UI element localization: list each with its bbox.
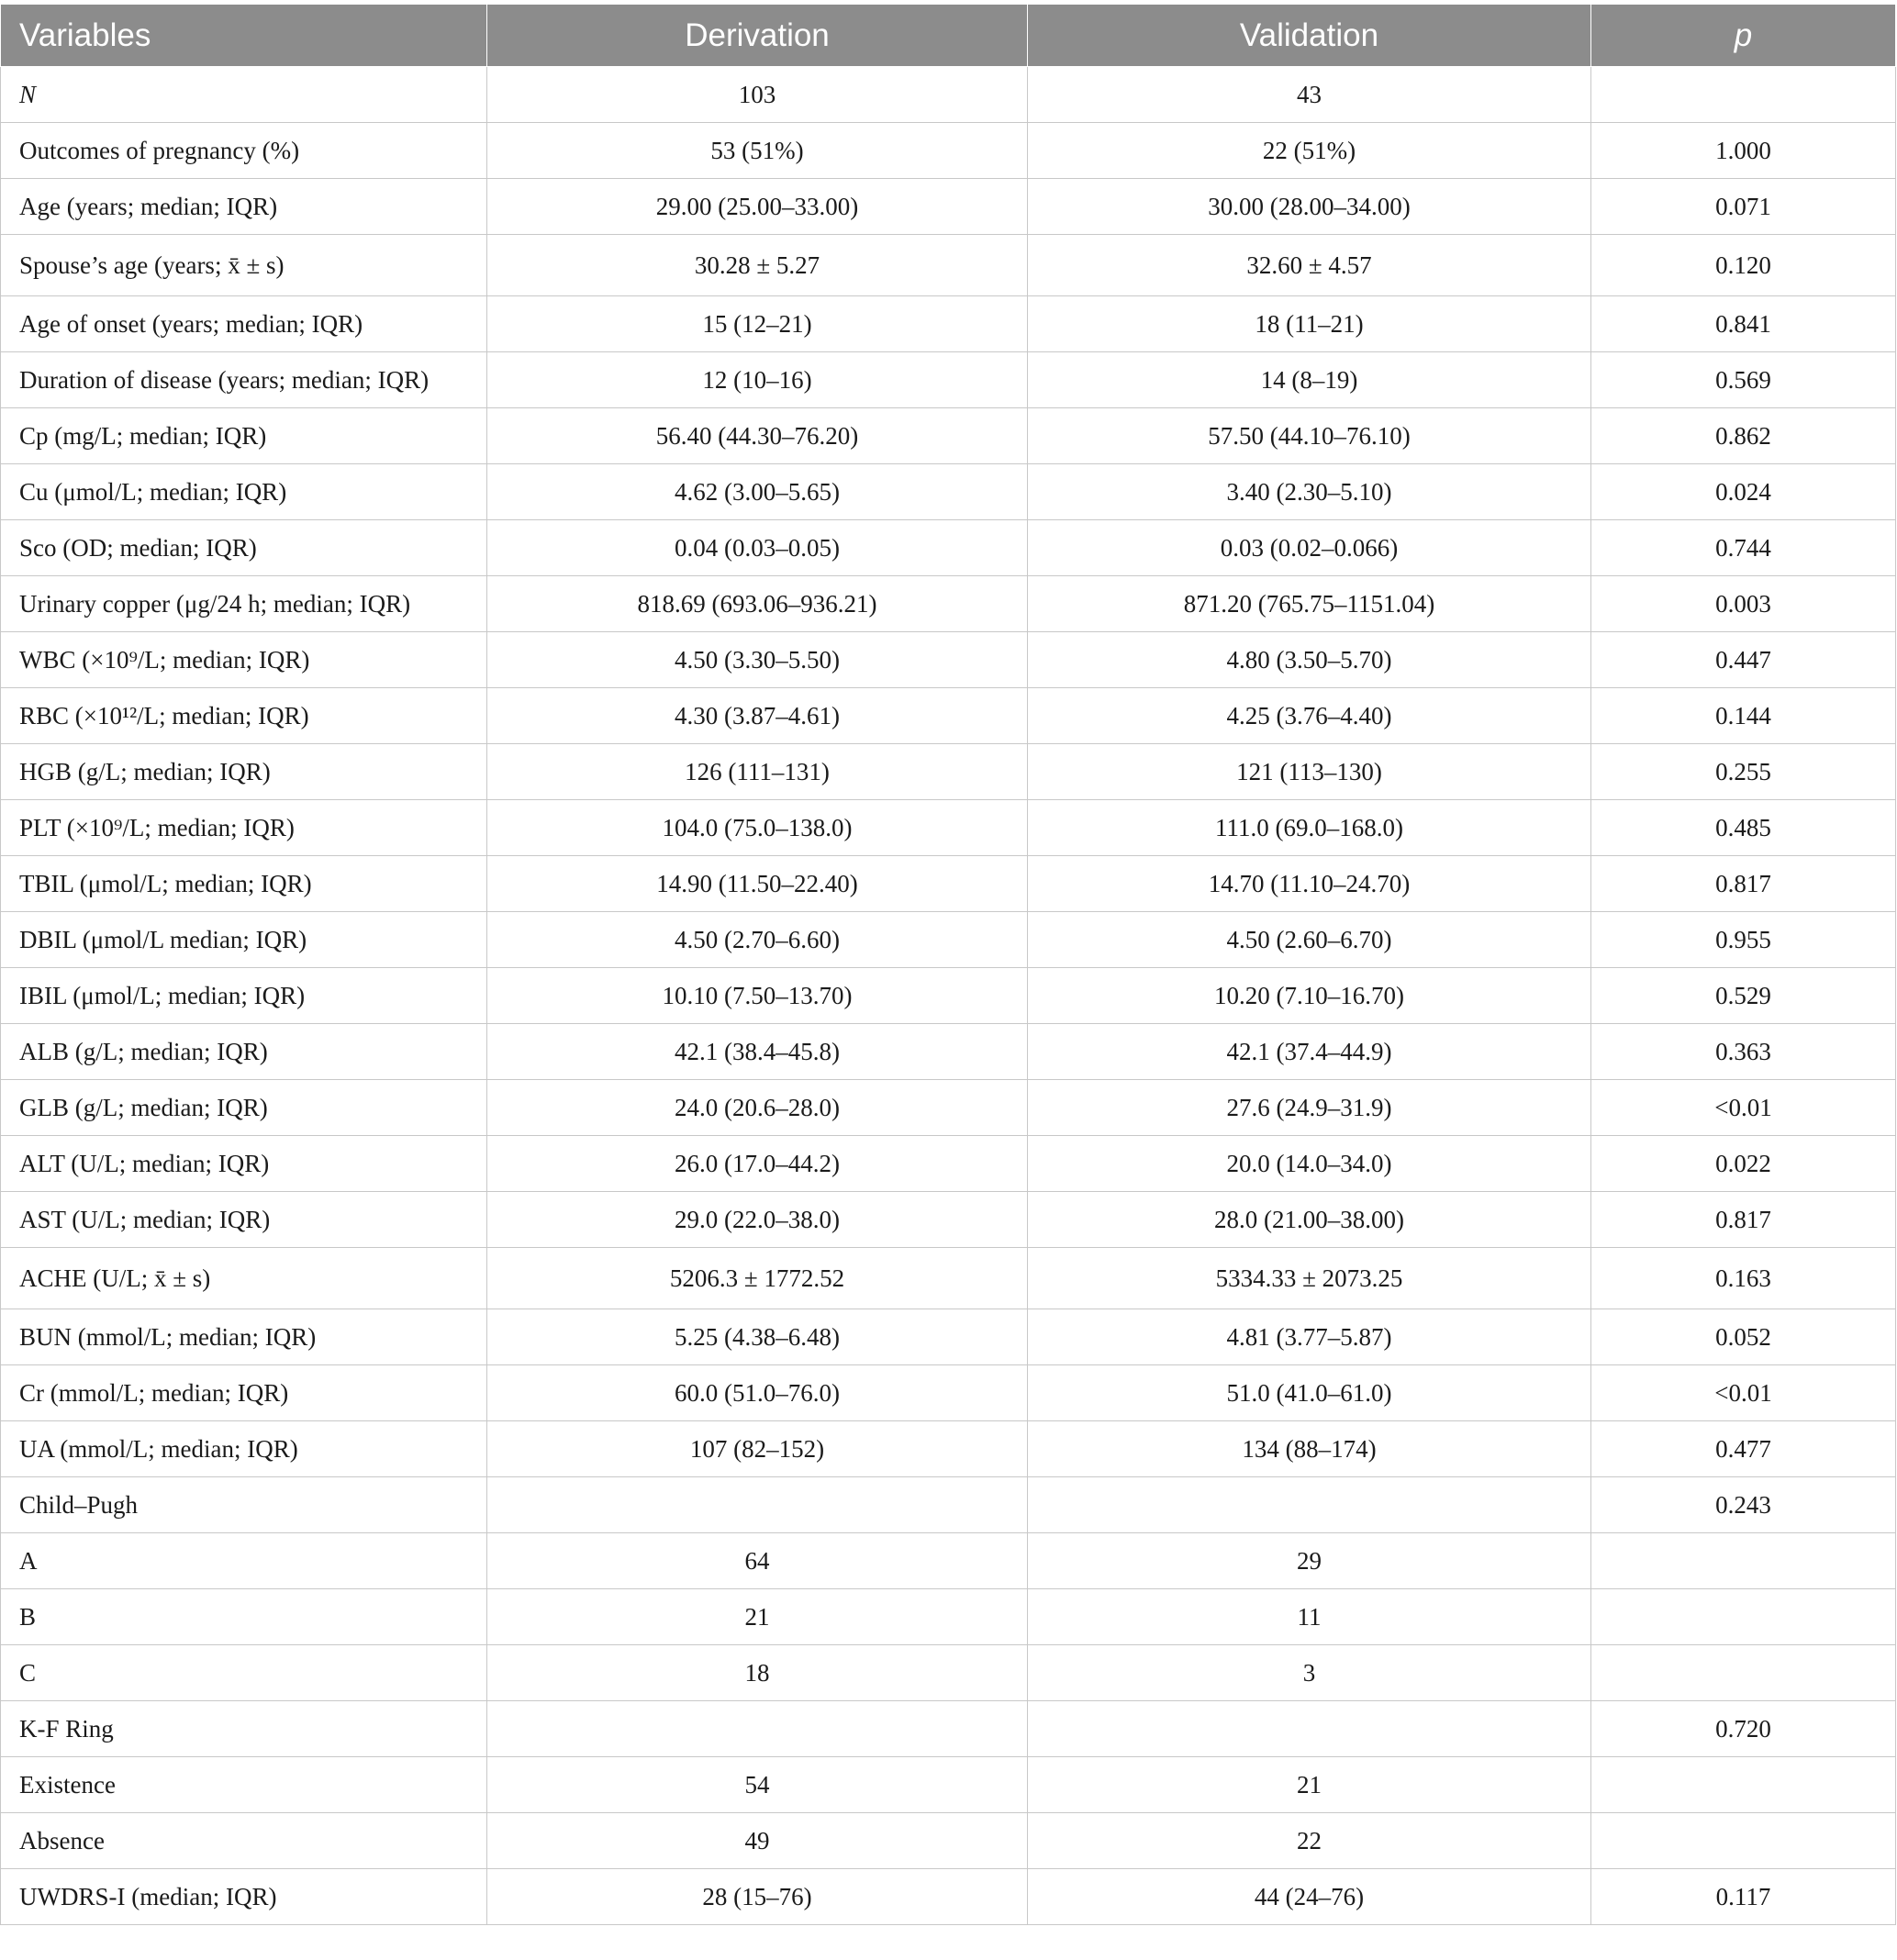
table-body [1, 67, 1896, 1925]
validation-cell: 57.50 (44.10–76.10) [1028, 408, 1591, 464]
validation-cell: 4.50 (2.60–6.70) [1028, 912, 1591, 968]
validation-cell: 20.0 (14.0–34.0) [1028, 1136, 1591, 1192]
table-row [1, 235, 1896, 296]
derivation-cell: 107 (82–152) [487, 1421, 1028, 1477]
validation-cell: 21 [1028, 1757, 1591, 1813]
header-derivation: Derivation [487, 5, 1028, 67]
variable-cell: Child–Pugh [1, 1477, 487, 1533]
p-value-cell: 0.163 [1591, 1248, 1896, 1309]
validation-cell: 14 (8–19) [1028, 352, 1591, 408]
derivation-cell: 5.25 (4.38–6.48) [487, 1309, 1028, 1365]
table-row [1, 1477, 1896, 1533]
derivation-cell: 0.04 (0.03–0.05) [487, 520, 1028, 576]
validation-cell [1028, 1701, 1591, 1757]
variable-cell: Age (years; median; IQR) [1, 179, 487, 235]
variable-cell: ACHE (U/L; x̄ ± s) [1, 1248, 487, 1309]
p-value-cell: 0.485 [1591, 800, 1896, 856]
derivation-cell [487, 1477, 1028, 1533]
validation-cell: 22 [1028, 1813, 1591, 1869]
p-value-cell [1591, 1757, 1896, 1813]
p-value-cell: 0.720 [1591, 1701, 1896, 1757]
p-value-cell [1591, 67, 1896, 123]
validation-cell: 4.80 (3.50–5.70) [1028, 632, 1591, 688]
p-value-cell: 0.841 [1591, 296, 1896, 352]
p-value-cell: 0.817 [1591, 856, 1896, 912]
derivation-cell: 28 (15–76) [487, 1869, 1028, 1925]
variable-cell: B [1, 1589, 487, 1645]
p-value-cell: 0.144 [1591, 688, 1896, 744]
table-row [1, 968, 1896, 1024]
p-value-cell: 0.003 [1591, 576, 1896, 632]
derivation-cell: 42.1 (38.4–45.8) [487, 1024, 1028, 1080]
derivation-cell: 10.10 (7.50–13.70) [487, 968, 1028, 1024]
variable-cell: Duration of disease (years; median; IQR) [1, 352, 487, 408]
p-value-cell: 0.022 [1591, 1136, 1896, 1192]
p-value-cell: 0.071 [1591, 179, 1896, 235]
derivation-cell: 5206.3 ± 1772.52 [487, 1248, 1028, 1309]
p-value-cell: <0.01 [1591, 1080, 1896, 1136]
table-row [1, 632, 1896, 688]
p-value-cell [1591, 1589, 1896, 1645]
validation-cell: 871.20 (765.75–1151.04) [1028, 576, 1591, 632]
table-row [1, 688, 1896, 744]
variable-cell: A [1, 1533, 487, 1589]
variable-cell: Outcomes of pregnancy (%) [1, 123, 487, 179]
table-row [1, 1701, 1896, 1757]
table-row [1, 1869, 1896, 1925]
derivation-cell: 103 [487, 67, 1028, 123]
table-row [1, 464, 1896, 520]
variable-cell: Urinary copper (μg/24 h; median; IQR) [1, 576, 487, 632]
table-row [1, 408, 1896, 464]
table-row [1, 1533, 1896, 1589]
p-value-cell: <0.01 [1591, 1365, 1896, 1421]
data-table [0, 4, 1896, 1925]
table-row [1, 912, 1896, 968]
derivation-cell: 126 (111–131) [487, 744, 1028, 800]
derivation-cell: 29.0 (22.0–38.0) [487, 1192, 1028, 1248]
validation-cell: 121 (113–130) [1028, 744, 1591, 800]
derivation-cell: 26.0 (17.0–44.2) [487, 1136, 1028, 1192]
p-value-cell: 0.024 [1591, 464, 1896, 520]
p-value-cell: 0.569 [1591, 352, 1896, 408]
variable-cell: DBIL (μmol/L median; IQR) [1, 912, 487, 968]
variable-cell: IBIL (μmol/L; median; IQR) [1, 968, 487, 1024]
validation-cell: 0.03 (0.02–0.066) [1028, 520, 1591, 576]
derivation-cell [487, 1701, 1028, 1757]
p-value-cell: 0.447 [1591, 632, 1896, 688]
p-value-cell: 0.120 [1591, 235, 1896, 296]
p-value-cell: 0.529 [1591, 968, 1896, 1024]
table-row [1, 1080, 1896, 1136]
p-value-cell: 0.052 [1591, 1309, 1896, 1365]
validation-cell: 3.40 (2.30–5.10) [1028, 464, 1591, 520]
variable-cell: UA (mmol/L; median; IQR) [1, 1421, 487, 1477]
variable-cell: GLB (g/L; median; IQR) [1, 1080, 487, 1136]
p-value-cell: 0.243 [1591, 1477, 1896, 1533]
variable-cell: Existence [1, 1757, 487, 1813]
p-value-cell: 0.255 [1591, 744, 1896, 800]
p-value-cell: 0.477 [1591, 1421, 1896, 1477]
p-value-cell [1591, 1813, 1896, 1869]
variable-cell: Cr (mmol/L; median; IQR) [1, 1365, 487, 1421]
validation-cell: 4.81 (3.77–5.87) [1028, 1309, 1591, 1365]
derivation-cell: 30.28 ± 5.27 [487, 235, 1028, 296]
p-value-cell: 0.817 [1591, 1192, 1896, 1248]
table-row [1, 1192, 1896, 1248]
validation-cell: 42.1 (37.4–44.9) [1028, 1024, 1591, 1080]
table-row [1, 296, 1896, 352]
variable-cell: Age of onset (years; median; IQR) [1, 296, 487, 352]
variable-cell: Spouse’s age (years; x̄ ± s) [1, 235, 487, 296]
derivation-cell: 4.30 (3.87–4.61) [487, 688, 1028, 744]
variable-cell: RBC (×10¹²/L; median; IQR) [1, 688, 487, 744]
validation-cell: 28.0 (21.00–38.00) [1028, 1192, 1591, 1248]
p-value-cell [1591, 1645, 1896, 1701]
validation-cell: 18 (11–21) [1028, 296, 1591, 352]
table-row [1, 1248, 1896, 1309]
derivation-cell: 15 (12–21) [487, 296, 1028, 352]
variable-cell: C [1, 1645, 487, 1701]
variable-cell: Cp (mg/L; median; IQR) [1, 408, 487, 464]
derivation-cell: 29.00 (25.00–33.00) [487, 179, 1028, 235]
validation-cell: 5334.33 ± 2073.25 [1028, 1248, 1591, 1309]
derivation-cell: 64 [487, 1533, 1028, 1589]
validation-cell: 44 (24–76) [1028, 1869, 1591, 1925]
validation-cell [1028, 1477, 1591, 1533]
p-value-cell: 1.000 [1591, 123, 1896, 179]
variable-cell: UWDRS-I (median; IQR) [1, 1869, 487, 1925]
validation-cell: 134 (88–174) [1028, 1421, 1591, 1477]
table-row [1, 1589, 1896, 1645]
derivation-cell: 14.90 (11.50–22.40) [487, 856, 1028, 912]
derivation-cell: 104.0 (75.0–138.0) [487, 800, 1028, 856]
validation-cell: 29 [1028, 1533, 1591, 1589]
validation-cell: 22 (51%) [1028, 123, 1591, 179]
table-row [1, 1136, 1896, 1192]
table-row [1, 352, 1896, 408]
derivation-cell: 18 [487, 1645, 1028, 1701]
table-row [1, 520, 1896, 576]
p-value-cell: 0.955 [1591, 912, 1896, 968]
table-row [1, 744, 1896, 800]
validation-cell: 27.6 (24.9–31.9) [1028, 1080, 1591, 1136]
derivation-cell: 60.0 (51.0–76.0) [487, 1365, 1028, 1421]
table-row [1, 1024, 1896, 1080]
derivation-cell: 56.40 (44.30–76.20) [487, 408, 1028, 464]
p-value-cell: 0.862 [1591, 408, 1896, 464]
validation-cell: 11 [1028, 1589, 1591, 1645]
validation-cell: 51.0 (41.0–61.0) [1028, 1365, 1591, 1421]
variable-cell: BUN (mmol/L; median; IQR) [1, 1309, 487, 1365]
table-header-row [1, 5, 1896, 67]
p-value-cell: 0.117 [1591, 1869, 1896, 1925]
variable-cell: Sco (OD; median; IQR) [1, 520, 487, 576]
table-row [1, 576, 1896, 632]
derivation-cell: 4.50 (3.30–5.50) [487, 632, 1028, 688]
derivation-cell: 54 [487, 1757, 1028, 1813]
validation-cell: 3 [1028, 1645, 1591, 1701]
table-row [1, 67, 1896, 123]
variable-cell: PLT (×10⁹/L; median; IQR) [1, 800, 487, 856]
derivation-cell: 24.0 (20.6–28.0) [487, 1080, 1028, 1136]
variable-cell: ALT (U/L; median; IQR) [1, 1136, 487, 1192]
header-validation: Validation [1028, 5, 1591, 67]
variable-cell: HGB (g/L; median; IQR) [1, 744, 487, 800]
p-value-cell: 0.363 [1591, 1024, 1896, 1080]
table-row [1, 1813, 1896, 1869]
validation-cell: 111.0 (69.0–168.0) [1028, 800, 1591, 856]
derivation-cell: 21 [487, 1589, 1028, 1645]
variable-cell: N [1, 67, 487, 123]
header-p-value: p [1591, 5, 1896, 67]
validation-cell: 32.60 ± 4.57 [1028, 235, 1591, 296]
derivation-cell: 12 (10–16) [487, 352, 1028, 408]
table-row [1, 1365, 1896, 1421]
validation-cell: 4.25 (3.76–4.40) [1028, 688, 1591, 744]
validation-cell: 10.20 (7.10–16.70) [1028, 968, 1591, 1024]
variable-cell: ALB (g/L; median; IQR) [1, 1024, 487, 1080]
variable-cell: AST (U/L; median; IQR) [1, 1192, 487, 1248]
table-row [1, 1757, 1896, 1813]
derivation-cell: 818.69 (693.06–936.21) [487, 576, 1028, 632]
table-row [1, 800, 1896, 856]
table-row [1, 1645, 1896, 1701]
variable-cell: WBC (×10⁹/L; median; IQR) [1, 632, 487, 688]
validation-cell: 43 [1028, 67, 1591, 123]
header-variables: Variables [1, 5, 487, 67]
table-row [1, 1309, 1896, 1365]
validation-cell: 14.70 (11.10–24.70) [1028, 856, 1591, 912]
table-row [1, 179, 1896, 235]
table-row [1, 1421, 1896, 1477]
p-value-cell [1591, 1533, 1896, 1589]
validation-cell: 30.00 (28.00–34.00) [1028, 179, 1591, 235]
derivation-cell: 49 [487, 1813, 1028, 1869]
table-row [1, 123, 1896, 179]
derivation-cell: 53 (51%) [487, 123, 1028, 179]
variable-cell: Cu (μmol/L; median; IQR) [1, 464, 487, 520]
derivation-cell: 4.50 (2.70–6.60) [487, 912, 1028, 968]
derivation-cell: 4.62 (3.00–5.65) [487, 464, 1028, 520]
p-value-cell: 0.744 [1591, 520, 1896, 576]
table-row [1, 856, 1896, 912]
variable-cell: Absence [1, 1813, 487, 1869]
variable-cell: TBIL (μmol/L; median; IQR) [1, 856, 487, 912]
variable-cell: K-F Ring [1, 1701, 487, 1757]
